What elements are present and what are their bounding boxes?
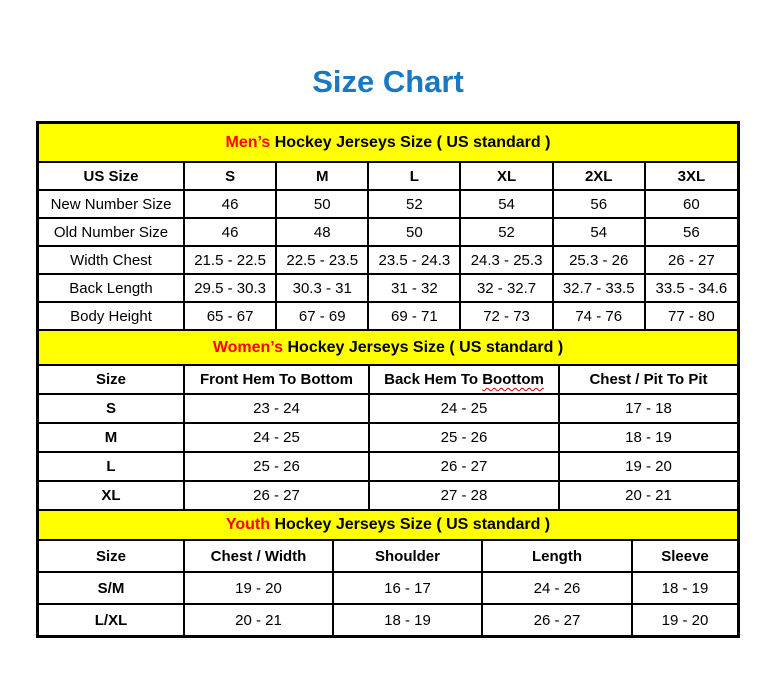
row-label: Back Length (39, 274, 184, 302)
table-cell: 26 - 27 (645, 246, 737, 274)
column-header-label: Chest / Width (210, 547, 307, 565)
table-cell: 60 (645, 190, 737, 218)
table-row (39, 572, 737, 604)
table-cell: 24 - 26 (482, 572, 632, 604)
womens-section-banner (39, 329, 737, 366)
column-header (333, 541, 482, 572)
column-header-label: 2XL (584, 167, 613, 185)
table-cell: 24.3 - 25.3 (460, 246, 552, 274)
size-chart-tables (36, 121, 740, 638)
table-cell: 25 - 26 (184, 452, 369, 481)
row-label: S/M (39, 572, 184, 604)
youth-section (39, 509, 737, 635)
table-cell: 21.5 - 22.5 (184, 246, 276, 274)
column-header-label: S (225, 167, 236, 185)
table-cell: 33.5 - 34.6 (645, 274, 737, 302)
column-header-label: Chest / Pit To Pit (589, 371, 708, 388)
column-header (632, 541, 737, 572)
row-label: Width Chest (39, 246, 184, 274)
table-row (39, 218, 737, 246)
table-cell: 29.5 - 30.3 (184, 274, 276, 302)
womens-banner-highlight: Women’s (212, 338, 284, 356)
table-cell: 52 (368, 190, 460, 218)
column-header (39, 163, 184, 190)
table-cell: 24 - 25 (369, 394, 559, 423)
table-row (39, 481, 737, 509)
misspelled-word: Boottom (482, 371, 544, 388)
table-cell: 54 (460, 190, 552, 218)
column-header (184, 541, 333, 572)
table-cell: 18 - 19 (333, 604, 482, 635)
table-cell: 23 - 24 (184, 394, 369, 423)
table-cell: 23.5 - 24.3 (368, 246, 460, 274)
youth-banner-text: Hockey Jerseys Size ( US standard ) (270, 516, 551, 533)
womens-banner-text: Hockey Jerseys Size ( US standard ) (283, 338, 564, 356)
column-header (184, 163, 276, 190)
table-cell: 32 - 32.7 (460, 274, 552, 302)
column-header-label: Size (95, 547, 126, 565)
table-cell: 32.7 - 33.5 (553, 274, 645, 302)
table-row (39, 394, 737, 423)
column-header (553, 163, 645, 190)
table-cell: 56 (553, 190, 645, 218)
table-cell: 46 (184, 190, 276, 218)
column-header (460, 163, 552, 190)
table-cell: 74 - 76 (553, 302, 645, 329)
table-row (39, 190, 737, 218)
row-label: XL (39, 481, 184, 509)
column-header-label: L (409, 167, 419, 185)
column-header-label: Back Hem To (384, 371, 483, 388)
womens-section (39, 329, 737, 509)
row-label: Old Number Size (39, 218, 184, 246)
mens-size-table (39, 163, 737, 329)
column-header (368, 163, 460, 190)
header-row (39, 366, 737, 394)
mens-banner-text: Hockey Jerseys Size ( US standard ) (270, 133, 551, 151)
row-label: M (39, 423, 184, 452)
column-header-label: Shoulder (374, 547, 440, 565)
mens-section-banner (39, 124, 737, 163)
table-cell: 26 - 27 (369, 452, 559, 481)
column-header-label: XL (496, 167, 517, 185)
column-header-label: Length (532, 547, 582, 565)
column-header (39, 541, 184, 572)
table-cell: 24 - 25 (184, 423, 369, 452)
header-row (39, 163, 737, 190)
table-cell: 56 (645, 218, 737, 246)
table-cell: 50 (276, 190, 368, 218)
youth-size-table (39, 541, 737, 635)
column-header-label: US Size (83, 167, 139, 185)
column-header (184, 366, 369, 394)
table-row (39, 274, 737, 302)
youth-section-banner (39, 509, 737, 541)
table-cell: 17 - 18 (559, 394, 737, 423)
column-header-label: M (315, 167, 329, 185)
table-row (39, 604, 737, 635)
table-cell: 72 - 73 (460, 302, 552, 329)
table-cell: 77 - 80 (645, 302, 737, 329)
column-header (645, 163, 737, 190)
table-cell: 31 - 32 (368, 274, 460, 302)
table-cell: 46 (184, 218, 276, 246)
row-label: S (39, 394, 184, 423)
table-cell: 27 - 28 (369, 481, 559, 509)
womens-size-table (39, 366, 737, 509)
table-row (39, 302, 737, 329)
table-cell: 25 - 26 (369, 423, 559, 452)
column-header-label: Size (95, 371, 126, 388)
page-title: Size Chart (312, 64, 464, 99)
column-header (482, 541, 632, 572)
table-cell: 22.5 - 23.5 (276, 246, 368, 274)
row-label: L (39, 452, 184, 481)
column-header-label: Front Hem To Bottom (199, 371, 354, 388)
table-row (39, 246, 737, 274)
table-cell: 20 - 21 (184, 604, 333, 635)
table-cell: 16 - 17 (333, 572, 482, 604)
column-header (369, 366, 559, 394)
column-header (276, 163, 368, 190)
row-label: New Number Size (39, 190, 184, 218)
table-cell: 30.3 - 31 (276, 274, 368, 302)
table-cell: 20 - 21 (559, 481, 737, 509)
table-row (39, 423, 737, 452)
table-cell: 18 - 19 (559, 423, 737, 452)
table-cell: 19 - 20 (559, 452, 737, 481)
column-header (39, 366, 184, 394)
table-cell: 67 - 69 (276, 302, 368, 329)
column-header-label: 3XL (677, 167, 706, 185)
table-cell: 48 (276, 218, 368, 246)
youth-banner-highlight: Youth (225, 516, 270, 533)
row-label: L/XL (39, 604, 184, 635)
table-cell: 69 - 71 (368, 302, 460, 329)
header-row (39, 541, 737, 572)
table-cell: 25.3 - 26 (553, 246, 645, 274)
table-cell: 52 (460, 218, 552, 246)
table-cell: 26 - 27 (482, 604, 632, 635)
row-label: Body Height (39, 302, 184, 329)
table-cell: 26 - 27 (184, 481, 369, 509)
table-cell: 54 (553, 218, 645, 246)
mens-banner-highlight: Men’s (225, 133, 271, 151)
mens-section (39, 124, 737, 329)
table-cell: 65 - 67 (184, 302, 276, 329)
table-cell: 19 - 20 (632, 604, 737, 635)
table-row (39, 452, 737, 481)
column-header-label: Sleeve (661, 547, 709, 565)
table-cell: 18 - 19 (632, 572, 737, 604)
table-cell: 19 - 20 (184, 572, 333, 604)
column-header (559, 366, 737, 394)
table-cell: 50 (368, 218, 460, 246)
